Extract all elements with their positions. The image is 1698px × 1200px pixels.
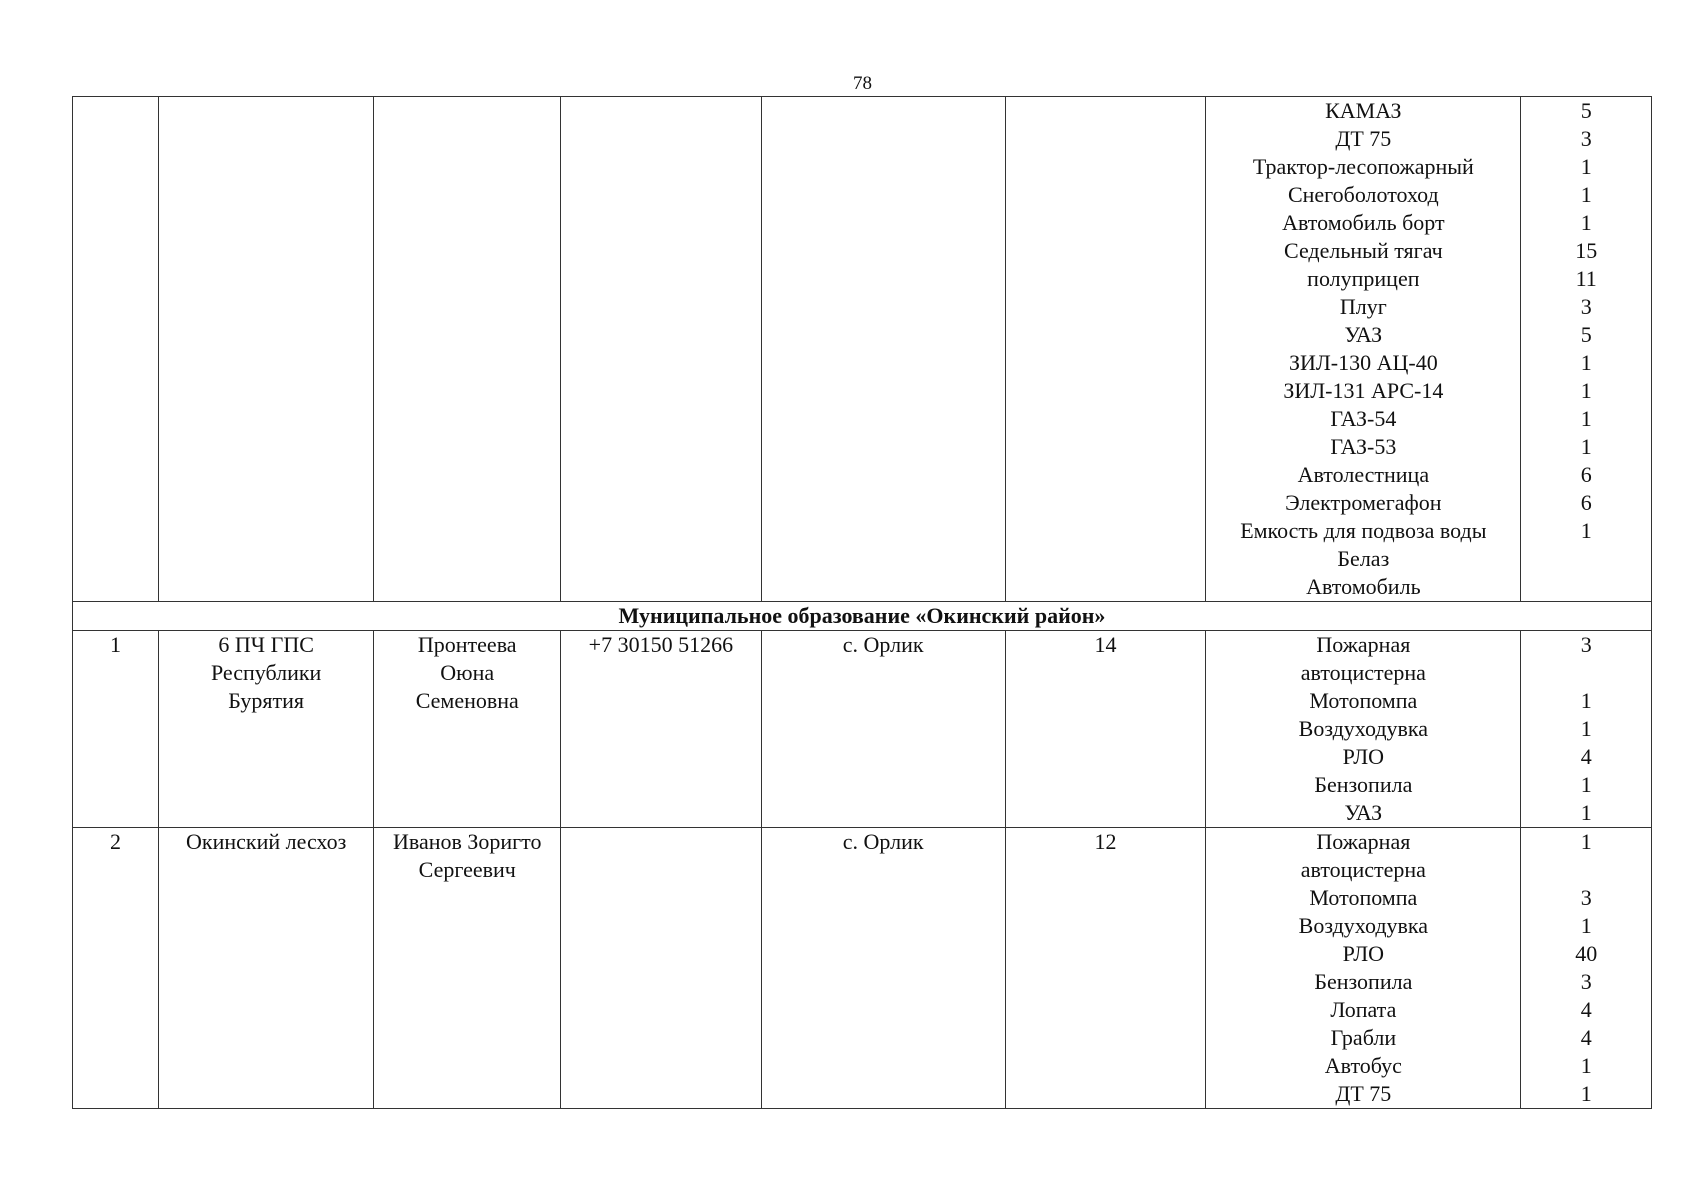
- equipment-item: ГАЗ-54: [1330, 406, 1397, 431]
- equipment-item: ДТ 75: [1335, 126, 1392, 151]
- person-line: Оюна: [440, 660, 495, 685]
- cell-responsible-person: [374, 631, 561, 828]
- quantity-value: 1: [1580, 716, 1592, 741]
- equipment-item: Автобус: [1324, 1053, 1402, 1078]
- cell-quantity: [1521, 631, 1652, 828]
- quantity-value: 1: [1580, 378, 1592, 403]
- equipment-item: Плуг: [1339, 294, 1387, 319]
- equipment-item: КАМАЗ: [1325, 98, 1402, 123]
- equipment-item: полуприцеп: [1307, 266, 1420, 291]
- equipment-item: Воздуходувка: [1298, 913, 1429, 938]
- equipment-item: Автолестница: [1297, 462, 1430, 487]
- equipment-item: Белаз: [1337, 546, 1390, 571]
- equipment-item: УАЗ: [1344, 800, 1383, 825]
- equipment-item: Емкость для подвоза воды: [1240, 518, 1487, 543]
- quantity-value: 1: [1580, 688, 1592, 713]
- quantity-value: 40: [1575, 941, 1598, 966]
- equipment-item: ГАЗ-53: [1330, 434, 1397, 459]
- quantity-value: 1: [1580, 406, 1592, 431]
- cell-quantity: [1521, 828, 1652, 1109]
- cell-location: с. Орлик: [761, 828, 1005, 1109]
- cell-number: 2: [73, 828, 159, 1109]
- cell-responsible-person: [374, 97, 561, 602]
- cell-number: [73, 97, 159, 602]
- quantity-value: 5: [1580, 322, 1592, 347]
- quantity-value: 3: [1580, 969, 1592, 994]
- quantity-value: 3: [1580, 885, 1592, 910]
- equipment-item: РЛО: [1342, 941, 1385, 966]
- quantity-value: 1: [1580, 800, 1592, 825]
- quantity-value: 1: [1580, 434, 1592, 459]
- equipment-item: Бензопила: [1314, 772, 1413, 797]
- person-line: Сергеевич: [418, 857, 516, 882]
- person-line: Иванов Зоригто: [392, 829, 542, 854]
- organization-line: Бурятия: [228, 688, 305, 713]
- equipment-item: автоцистерна: [1300, 857, 1426, 882]
- equipment-item: Трактор-лесопожарный: [1252, 154, 1474, 179]
- quantity-value: 4: [1580, 1025, 1592, 1050]
- cell-staff-count: 14: [1005, 631, 1206, 828]
- equipment-item: Автомобиль борт: [1282, 210, 1445, 235]
- equipment-item: Лопата: [1330, 997, 1397, 1022]
- equipment-item: Мотопомпа: [1309, 688, 1418, 713]
- quantity-value: 4: [1580, 744, 1592, 769]
- cell-equipment: [1206, 631, 1521, 828]
- table-row-continuation: [73, 97, 1652, 602]
- quantity-value: 1: [1580, 1053, 1592, 1078]
- quantity-value: [1521, 545, 1651, 573]
- equipment-item: Воздуходувка: [1298, 716, 1429, 741]
- quantity-value: [1521, 659, 1651, 687]
- quantity-value: 1: [1580, 518, 1592, 543]
- cell-quantity: [1521, 97, 1652, 602]
- section-title: Муниципальное образование «Окинский район»: [73, 602, 1652, 631]
- cell-phone: [561, 828, 762, 1109]
- person-line: Пронтеева: [417, 632, 517, 657]
- quantity-value: 1: [1580, 350, 1592, 375]
- section-header-row: [73, 602, 1652, 631]
- equipment-item: Мотопомпа: [1309, 885, 1418, 910]
- equipment-item: РЛО: [1342, 744, 1385, 769]
- cell-number: 1: [73, 631, 159, 828]
- quantity-value: 1: [1580, 772, 1592, 797]
- cell-organization: [158, 828, 373, 1109]
- equipment-item: Грабли: [1330, 1025, 1397, 1050]
- table-row: [73, 828, 1652, 1109]
- quantity-value: 15: [1575, 238, 1598, 263]
- cell-equipment: [1206, 828, 1521, 1109]
- equipment-item: Седельный тягач: [1284, 238, 1443, 263]
- equipment-item: Пожарная: [1316, 632, 1411, 657]
- equipment-table: [72, 96, 1652, 1109]
- quantity-value: 3: [1580, 294, 1592, 319]
- quantity-value: 1: [1580, 210, 1592, 235]
- organization-line: 6 ПЧ ГПС: [218, 632, 314, 657]
- equipment-item: Снегоболотоход: [1287, 182, 1439, 207]
- quantity-value: 1: [1580, 154, 1592, 179]
- organization-line: Окинский лесхоз: [186, 829, 347, 854]
- quantity-value: 1: [1580, 182, 1592, 207]
- equipment-item: УАЗ: [1344, 322, 1383, 347]
- quantity-value: 5: [1580, 98, 1592, 123]
- cell-location: [761, 97, 1005, 602]
- quantity-value: 1: [1580, 913, 1592, 938]
- quantity-value: [1521, 573, 1651, 601]
- cell-phone: [561, 97, 762, 602]
- organization-line: Республики: [210, 660, 322, 685]
- equipment-item: Пожарная: [1316, 829, 1411, 854]
- cell-staff-count: 12: [1005, 828, 1206, 1109]
- equipment-item: Бензопила: [1314, 969, 1413, 994]
- equipment-item: Автомобиль: [1306, 574, 1421, 599]
- cell-equipment: [1206, 97, 1521, 602]
- cell-organization: [158, 97, 373, 602]
- equipment-item: ДТ 75: [1335, 1081, 1392, 1106]
- table-row: [73, 631, 1652, 828]
- quantity-value: 1: [1580, 829, 1592, 854]
- equipment-item: ЗИЛ-131 АРС-14: [1283, 378, 1444, 403]
- page-number: 78: [853, 73, 872, 94]
- equipment-item: ЗИЛ-130 АЦ-40: [1288, 350, 1438, 375]
- quantity-value: 6: [1580, 490, 1592, 515]
- cell-location: с. Орлик: [761, 631, 1005, 828]
- equipment-item: автоцистерна: [1300, 660, 1426, 685]
- quantity-value: 1: [1580, 1081, 1592, 1106]
- person-line: Семеновна: [415, 688, 519, 713]
- cell-responsible-person: [374, 828, 561, 1109]
- equipment-item: Электромегафон: [1285, 490, 1442, 515]
- cell-staff-count: [1005, 97, 1206, 602]
- quantity-value: 6: [1580, 462, 1592, 487]
- cell-organization: [158, 631, 373, 828]
- cell-phone: +7 30150 51266: [561, 631, 762, 828]
- quantity-value: 3: [1580, 126, 1592, 151]
- quantity-value: 11: [1575, 266, 1597, 291]
- quantity-value: 4: [1580, 997, 1592, 1022]
- quantity-value: [1521, 856, 1651, 884]
- quantity-value: 3: [1580, 632, 1592, 657]
